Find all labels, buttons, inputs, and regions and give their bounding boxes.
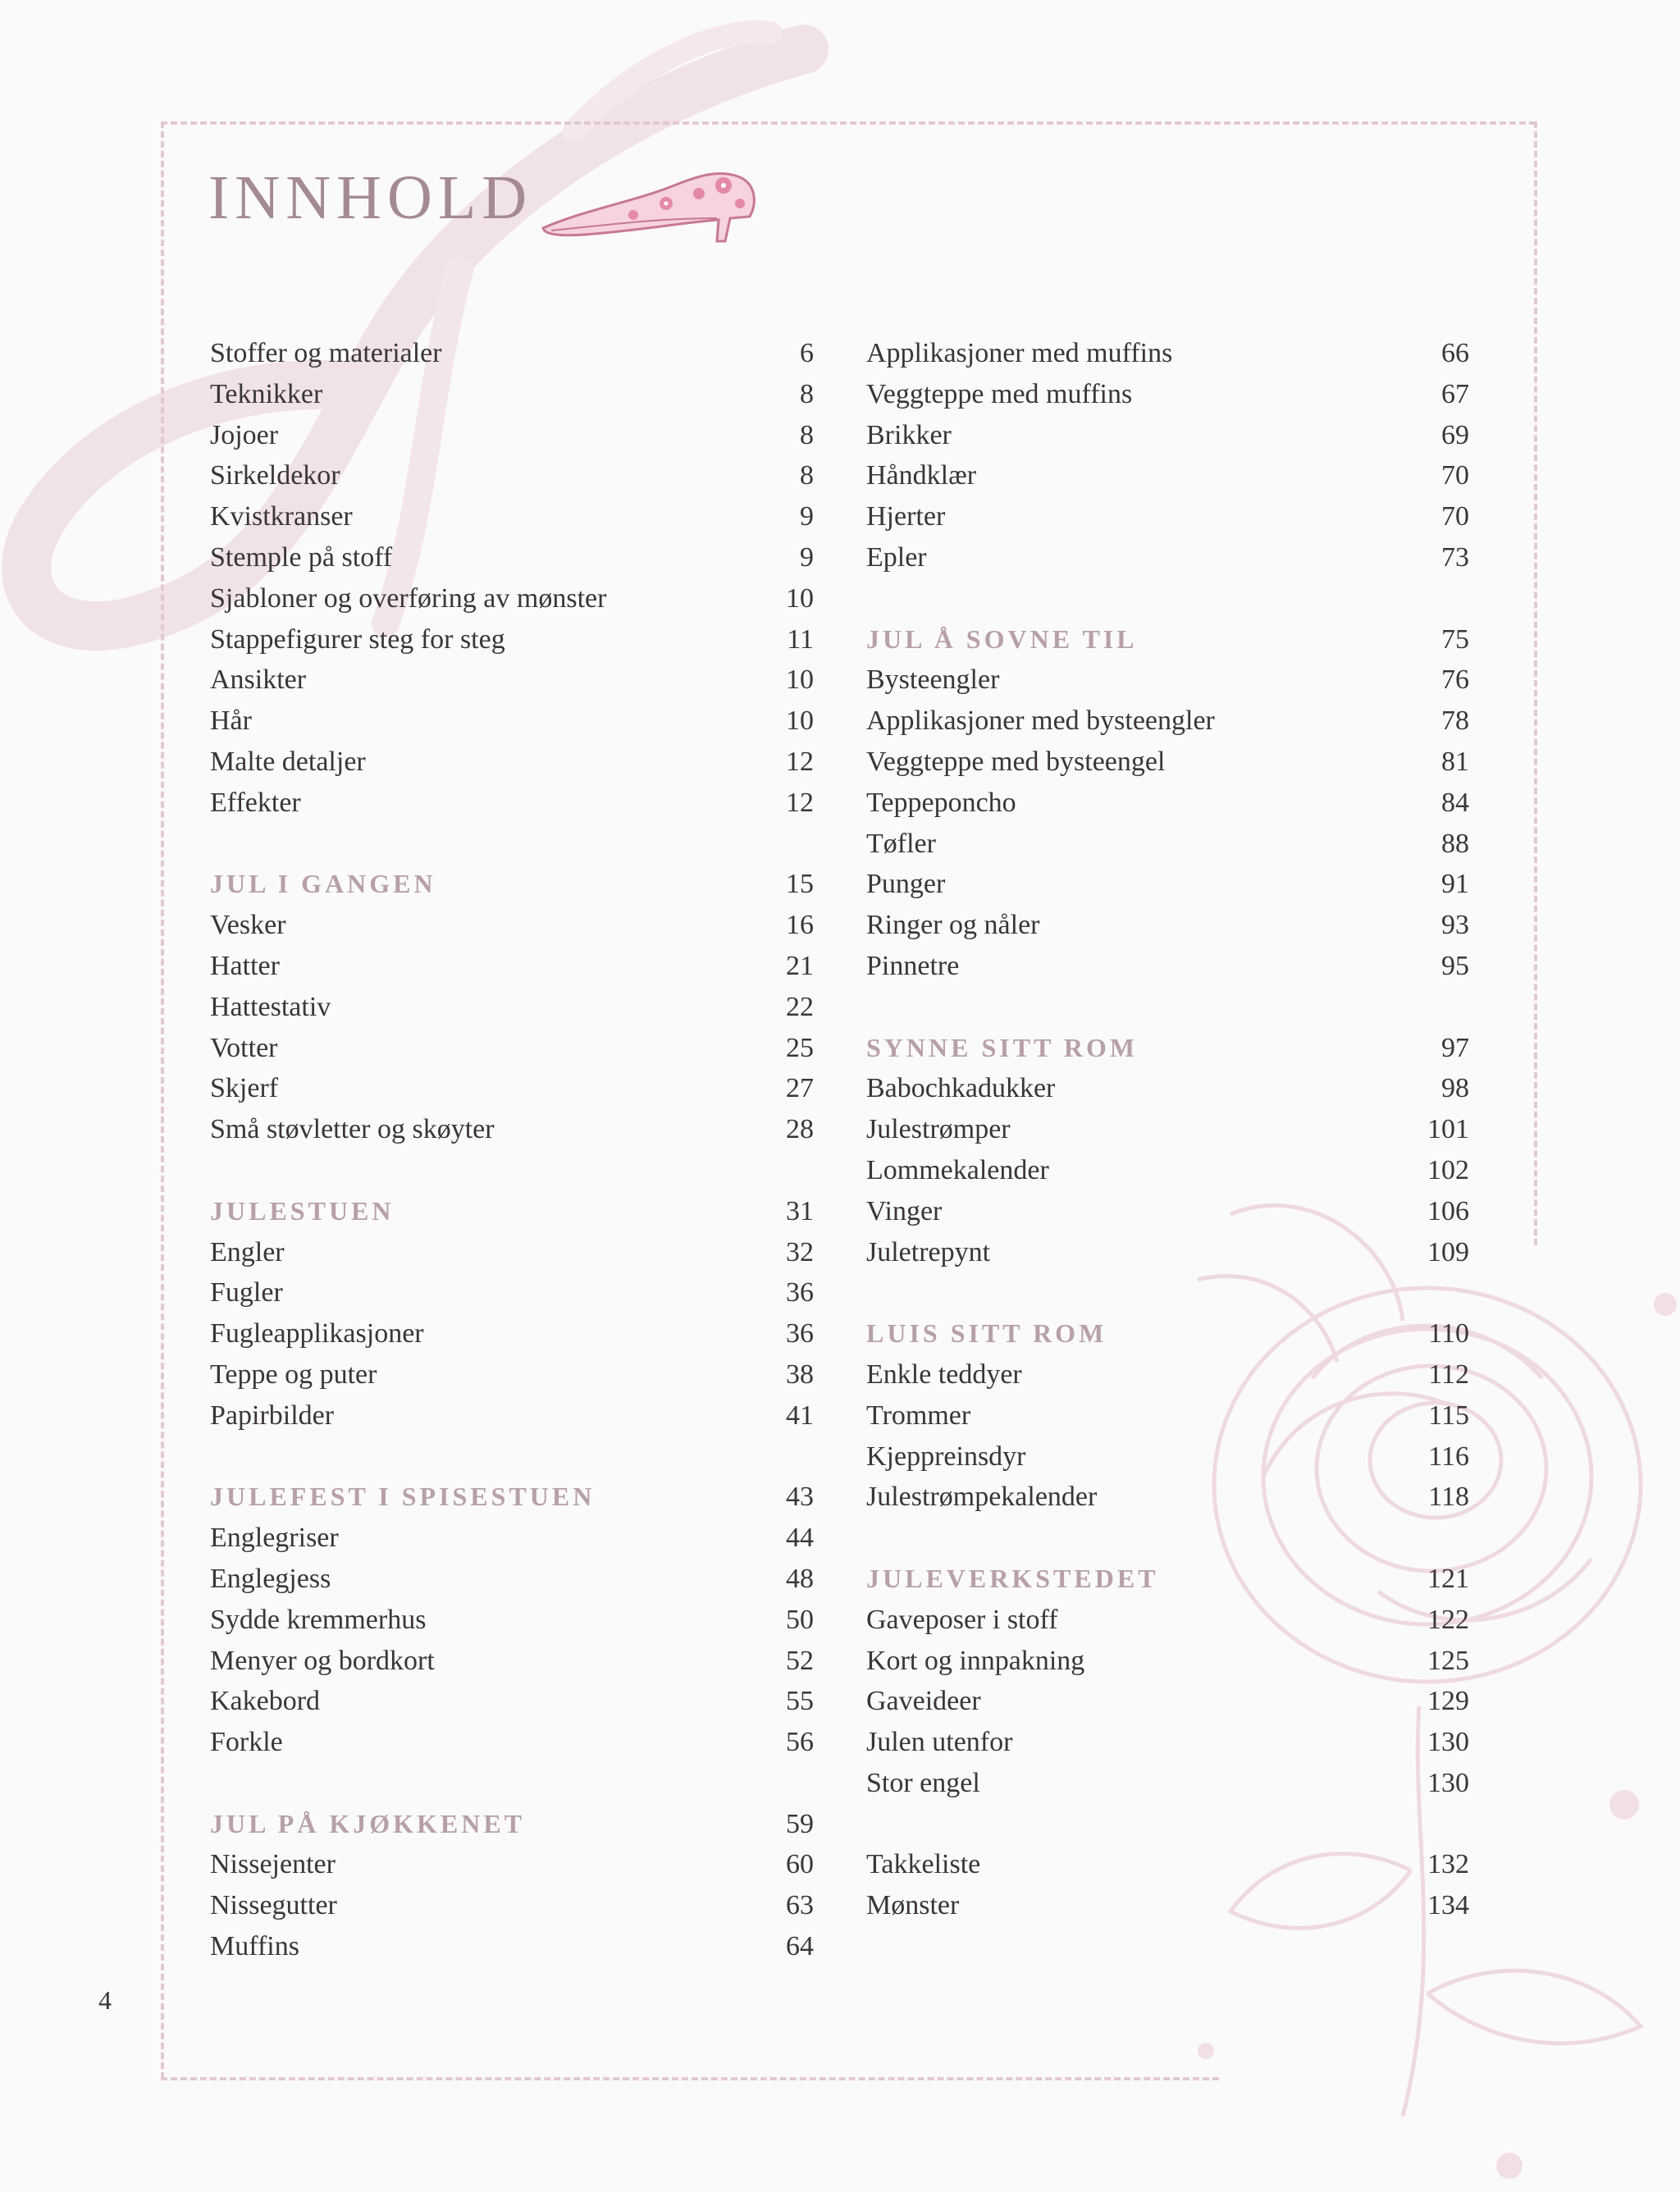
page-reference: 56: [786, 1727, 814, 1758]
entry-title: Pinnetre: [866, 950, 960, 981]
toc-spacer: [210, 829, 814, 870]
page-reference: 98: [1441, 1073, 1469, 1104]
entry-title: Takkeliste: [866, 1849, 981, 1880]
page-reference: 129: [1427, 1686, 1469, 1717]
page-reference: 21: [786, 950, 814, 981]
toc-entry: [866, 1849, 1469, 1890]
toc-entry: [210, 1237, 814, 1278]
page-reference: 64: [786, 1931, 814, 1962]
page-reference: 28: [786, 1114, 814, 1145]
entry-title: Ansikter: [210, 664, 307, 696]
toc-entry: [210, 951, 814, 992]
page-reference: 67: [1441, 378, 1469, 409]
page-reference: 70: [1441, 501, 1469, 532]
toc-entry: [866, 747, 1469, 788]
page-reference: 15: [786, 869, 814, 900]
toc-entry: [210, 664, 814, 706]
entry-title: Epler: [866, 541, 927, 573]
toc-entry: [210, 583, 814, 624]
toc-entry: [210, 542, 814, 583]
toc-section-heading: [210, 869, 814, 910]
entry-title: Stappefigurer steg for steg: [210, 623, 505, 655]
page-reference: 121: [1427, 1563, 1469, 1594]
entry-title: Ringer og nåler: [866, 910, 1040, 941]
frame-border-right: [1534, 121, 1537, 1245]
toc-entry: [866, 542, 1469, 583]
entry-title: Tøfler: [866, 828, 936, 859]
toc-spacer: [210, 1155, 814, 1196]
page-reference: 10: [786, 664, 814, 696]
toc-entry: [866, 1768, 1469, 1809]
toc-entry: [210, 1359, 814, 1400]
page-reference: 60: [786, 1849, 814, 1880]
page-reference: 109: [1427, 1236, 1469, 1267]
page-reference: 101: [1427, 1114, 1469, 1145]
entry-title: Malte detaljer: [210, 746, 366, 777]
toc-entry: [210, 1073, 814, 1114]
entry-title: Hattestativ: [210, 991, 331, 1022]
page-reference: 55: [786, 1686, 814, 1717]
entry-title: Hjerter: [866, 501, 946, 532]
toc-entry: [210, 1686, 814, 1727]
entry-title: Englegriser: [210, 1523, 339, 1554]
entry-title: Kakebord: [210, 1686, 321, 1717]
toc-entry: [866, 1482, 1469, 1523]
toc-entry: [866, 1155, 1469, 1196]
toc-spacer: [210, 1768, 814, 1809]
entry-title: Stor engel: [866, 1767, 980, 1798]
frame-border-bottom: [161, 2077, 1219, 2080]
page-reference: 69: [1441, 419, 1469, 450]
entry-title: Engler: [210, 1236, 285, 1267]
toc-section-heading: [210, 1196, 814, 1237]
entry-title: Veggteppe med muffins: [866, 378, 1133, 409]
toc-section-heading: [210, 1482, 814, 1523]
toc-entry: [866, 338, 1469, 379]
section-title: LUIS SITT ROM: [866, 1318, 1107, 1349]
entry-title: Babochkadukker: [866, 1073, 1056, 1104]
section-title: JULEVERKSTEDET: [866, 1563, 1159, 1593]
section-title: JUL PÅ KJØKKENET: [210, 1808, 526, 1838]
entry-title: Julen utenfor: [866, 1727, 1013, 1758]
toc-entry: [210, 501, 814, 542]
entry-title: Vesker: [210, 910, 286, 941]
entry-title: Juletrepynt: [866, 1236, 991, 1267]
page-reference: 110: [1428, 1318, 1469, 1349]
toc-entry: [866, 1605, 1469, 1646]
page-reference: 6: [800, 338, 814, 368]
page-reference: 22: [786, 991, 814, 1022]
page-number: 4: [98, 1985, 112, 2015]
entry-title: Forkle: [210, 1727, 283, 1758]
toc-section-heading: [866, 1564, 1469, 1605]
entry-title: Punger: [866, 869, 946, 900]
entry-title: Enkle teddyer: [866, 1359, 1022, 1390]
page-reference: 91: [1441, 869, 1469, 900]
entry-title: Teppe og puter: [210, 1359, 377, 1390]
toc-entry: [210, 1849, 814, 1890]
entry-title: Julestrømper: [866, 1114, 1011, 1145]
page-reference: 73: [1441, 541, 1469, 573]
toc-entry: [866, 1073, 1469, 1114]
entry-title: Papirbilder: [210, 1400, 335, 1431]
entry-title: Jojoer: [210, 419, 279, 450]
toc-entry: [210, 1727, 814, 1768]
section-title: JUL Å SOVNE TIL: [866, 623, 1138, 654]
toc-entry: [210, 624, 814, 665]
entry-title: Lommekalender: [866, 1154, 1049, 1185]
toc-entry: [210, 1400, 814, 1441]
entry-title: Trommer: [866, 1400, 971, 1431]
entry-title: Fugleapplikasjoner: [210, 1318, 424, 1349]
toc-entry: [866, 829, 1469, 870]
page-reference: 118: [1428, 1482, 1469, 1513]
page-reference: 130: [1427, 1767, 1469, 1798]
page-reference: 106: [1427, 1195, 1469, 1226]
page-reference: 52: [786, 1645, 814, 1676]
toc-entry: [866, 664, 1469, 706]
entry-title: Applikasjoner med bysteengler: [866, 706, 1215, 737]
page-reference: 8: [800, 460, 814, 491]
page-reference: 8: [800, 378, 814, 409]
entry-title: Hår: [210, 706, 252, 737]
entry-title: Sjabloner og overføring av mønster: [210, 582, 607, 614]
page-reference: 10: [786, 582, 814, 614]
page-reference: 78: [1441, 706, 1469, 737]
page-reference: 9: [800, 541, 814, 573]
page-reference: 132: [1427, 1849, 1469, 1880]
toc-entry: [210, 1605, 814, 1646]
entry-title: Hatter: [210, 950, 280, 981]
entry-title: Stemple på stoff: [210, 541, 393, 573]
page-reference: 70: [1441, 460, 1469, 491]
entry-title: Veggteppe med bysteengel: [866, 746, 1166, 777]
page-reference: 134: [1427, 1890, 1469, 1921]
section-title: JULESTUEN: [210, 1195, 395, 1226]
entry-title: Kort og innpakning: [866, 1645, 1085, 1676]
toc-entry: [866, 1400, 1469, 1441]
toc-entry: [210, 1033, 814, 1074]
page-reference: 59: [786, 1808, 814, 1839]
page-reference: 36: [786, 1318, 814, 1349]
page-reference: 10: [786, 706, 814, 737]
toc-entry: [210, 910, 814, 951]
page-reference: 102: [1427, 1154, 1469, 1185]
page-reference: 76: [1441, 664, 1469, 696]
page-reference: 97: [1441, 1032, 1469, 1063]
toc-entry: [866, 501, 1469, 542]
page-reference: 11: [787, 623, 814, 655]
page-reference: 12: [786, 787, 814, 818]
toc-entry: [866, 1114, 1469, 1155]
page-reference: 50: [786, 1604, 814, 1635]
toc-entry: [210, 706, 814, 747]
toc-entry: [866, 1646, 1469, 1687]
toc-spacer: [210, 1441, 814, 1482]
page-reference: 43: [786, 1482, 814, 1513]
toc-entry: [866, 869, 1469, 910]
entry-title: Sydde kremmerhus: [210, 1604, 427, 1635]
toc-section-heading: [866, 1318, 1469, 1359]
page-reference: 130: [1427, 1727, 1469, 1758]
section-title: SYNNE SITT ROM: [866, 1032, 1139, 1062]
page-title: INNHOLD: [208, 163, 533, 232]
page-reference: 122: [1427, 1604, 1469, 1635]
toc-entry: [866, 706, 1469, 747]
entry-title: Votter: [210, 1032, 278, 1063]
toc-entry: [210, 788, 814, 829]
toc-entry: [866, 1686, 1469, 1727]
toc-spacer: [866, 992, 1469, 1033]
toc-entry: [866, 1196, 1469, 1237]
entry-title: Fugler: [210, 1277, 283, 1308]
toc-entry: [210, 1318, 814, 1359]
entry-title: Nissegutter: [210, 1890, 337, 1921]
page-reference: 27: [786, 1073, 814, 1104]
page-reference: 36: [786, 1277, 814, 1308]
page-reference: 44: [786, 1523, 814, 1554]
page-reference: 48: [786, 1563, 814, 1594]
frame-border-top: [161, 121, 1536, 125]
toc-section-heading: [866, 624, 1469, 665]
entry-title: Englegjess: [210, 1563, 331, 1594]
page-reference: 95: [1441, 950, 1469, 981]
toc-entry: [866, 1890, 1469, 1931]
toc-section-heading: [866, 1033, 1469, 1074]
toc-entry: [210, 1931, 814, 1972]
toc-column-left: [210, 338, 814, 1972]
page-reference: 63: [786, 1890, 814, 1921]
toc-entry: [866, 910, 1469, 951]
toc-entry: [866, 1441, 1469, 1482]
page-reference: 84: [1441, 787, 1469, 818]
toc-section-heading: [210, 1809, 814, 1850]
page-reference: 116: [1428, 1441, 1469, 1472]
page-reference: 41: [786, 1400, 814, 1431]
toc-entry: [210, 1114, 814, 1155]
toc-column-right: [866, 338, 1469, 1931]
entry-title: Kvistkranser: [210, 501, 353, 532]
page-reference: 25: [786, 1032, 814, 1063]
entry-title: Julestrømpekalender: [866, 1482, 1098, 1513]
toc-entry: [866, 460, 1469, 501]
toc-entry: [866, 379, 1469, 420]
toc-entry: [866, 1727, 1469, 1768]
toc-entry: [866, 420, 1469, 461]
page-reference: 38: [786, 1359, 814, 1390]
page-reference: 75: [1441, 623, 1469, 655]
entry-title: Vinger: [866, 1195, 943, 1226]
toc-spacer: [866, 1277, 1469, 1318]
toc-spacer: [866, 1523, 1469, 1564]
toc-entry: [210, 379, 814, 420]
page-reference: 16: [786, 910, 814, 941]
page-reference: 31: [786, 1195, 814, 1226]
entry-title: Kjeppreinsdyr: [866, 1441, 1026, 1472]
entry-title: Små støvletter og skøyter: [210, 1114, 495, 1145]
page-reference: 8: [800, 419, 814, 450]
page-reference: 125: [1427, 1645, 1469, 1676]
toc-entry: [210, 992, 814, 1033]
page-reference: 66: [1441, 338, 1469, 368]
entry-title: Skjerf: [210, 1073, 279, 1104]
toc-entry: [210, 420, 814, 461]
entry-title: Teknikker: [210, 378, 323, 409]
section-title: JUL I GANGEN: [210, 869, 436, 899]
toc-entry: [210, 1523, 814, 1564]
entry-title: Bysteengler: [866, 664, 1000, 696]
entry-title: Stoffer og materialer: [210, 338, 442, 368]
toc-entry: [866, 1237, 1469, 1278]
toc-entry: [210, 1277, 814, 1318]
toc-entry: [866, 951, 1469, 992]
entry-title: Brikker: [866, 419, 952, 450]
entry-title: Sirkeldekor: [210, 460, 340, 491]
entry-title: Håndklær: [866, 460, 977, 491]
entry-title: Nissejenter: [210, 1849, 336, 1880]
page-reference: 12: [786, 746, 814, 777]
entry-title: Menyer og bordkort: [210, 1645, 435, 1676]
entry-title: Effekter: [210, 787, 301, 818]
toc-entry: [210, 338, 814, 379]
toc-entry: [210, 460, 814, 501]
toc-entry: [866, 1359, 1469, 1400]
page-reference: 115: [1428, 1400, 1469, 1431]
entry-title: Muffins: [210, 1931, 299, 1962]
entry-title: Applikasjoner med muffins: [866, 338, 1173, 368]
entry-title: Gaveposer i stoff: [866, 1604, 1058, 1635]
toc-spacer: [866, 583, 1469, 624]
toc-entry: [210, 747, 814, 788]
page-reference: 112: [1428, 1359, 1469, 1390]
toc-entry: [210, 1564, 814, 1605]
entry-title: Mønster: [866, 1890, 960, 1921]
toc-entry: [866, 788, 1469, 829]
page-reference: 88: [1441, 828, 1469, 859]
entry-title: Teppeponcho: [866, 787, 1016, 818]
page-reference: 32: [786, 1236, 814, 1267]
toc-entry: [210, 1890, 814, 1931]
entry-title: Gaveideer: [866, 1686, 981, 1717]
toc-spacer: [866, 1809, 1469, 1850]
page-reference: 93: [1441, 910, 1469, 941]
page-reference: 81: [1441, 746, 1469, 777]
page-reference: 9: [800, 501, 814, 532]
frame-border-left: [161, 121, 164, 2079]
toc-entry: [210, 1646, 814, 1687]
section-title: JULEFEST I SPISESTUEN: [210, 1482, 596, 1512]
high-heel-shoe-icon: [535, 153, 765, 243]
